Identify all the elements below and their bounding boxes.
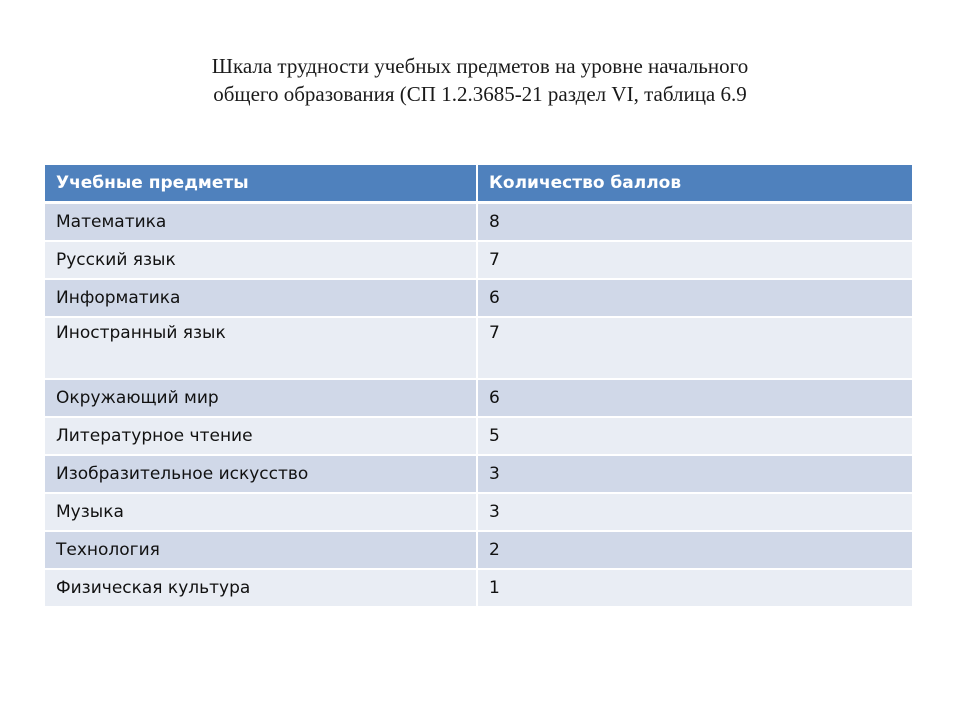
title-line-2: общего образования (СП 1.2.3685-21 раздел VI, таблица 6.9 xyxy=(213,82,747,106)
column-header-points: Количество баллов xyxy=(477,165,912,203)
points-cell: 8 xyxy=(477,203,912,242)
table-row xyxy=(45,455,912,493)
table-row xyxy=(45,569,912,607)
subject-cell: Изобразительное искусство xyxy=(45,455,477,493)
subject-cell: Музыка xyxy=(45,493,477,531)
table-row xyxy=(45,241,912,279)
points-cell: 2 xyxy=(477,531,912,569)
subject-cell: Информатика xyxy=(45,279,477,317)
subject-cell: Литературное чтение xyxy=(45,417,477,455)
points-cell: 3 xyxy=(477,493,912,531)
subject-cell: Русский язык xyxy=(45,241,477,279)
table-row xyxy=(45,417,912,455)
subject-cell: Технология xyxy=(45,531,477,569)
table-row xyxy=(45,317,912,379)
subject-cell: Иностранный язык xyxy=(45,317,477,379)
title-line-1: Шкала трудности учебных предметов на уровне начального xyxy=(211,54,749,78)
table-row xyxy=(45,531,912,569)
points-cell: 3 xyxy=(477,455,912,493)
points-cell: 1 xyxy=(477,569,912,607)
column-header-subjects: Учебные предметы xyxy=(45,165,477,203)
table-row xyxy=(45,279,912,317)
table-row xyxy=(45,379,912,417)
points-cell: 6 xyxy=(477,279,912,317)
points-cell: 6 xyxy=(477,379,912,417)
points-cell: 5 xyxy=(477,417,912,455)
page-title xyxy=(0,52,960,108)
table-header-row xyxy=(45,165,912,203)
points-cell: 7 xyxy=(477,317,912,379)
subject-cell: Математика xyxy=(45,203,477,242)
points-cell: 7 xyxy=(477,241,912,279)
subject-cell: Окружающий мир xyxy=(45,379,477,417)
difficulty-table xyxy=(45,165,912,608)
subject-cell: Физическая культура xyxy=(45,569,477,607)
table-row xyxy=(45,203,912,242)
table-row xyxy=(45,493,912,531)
